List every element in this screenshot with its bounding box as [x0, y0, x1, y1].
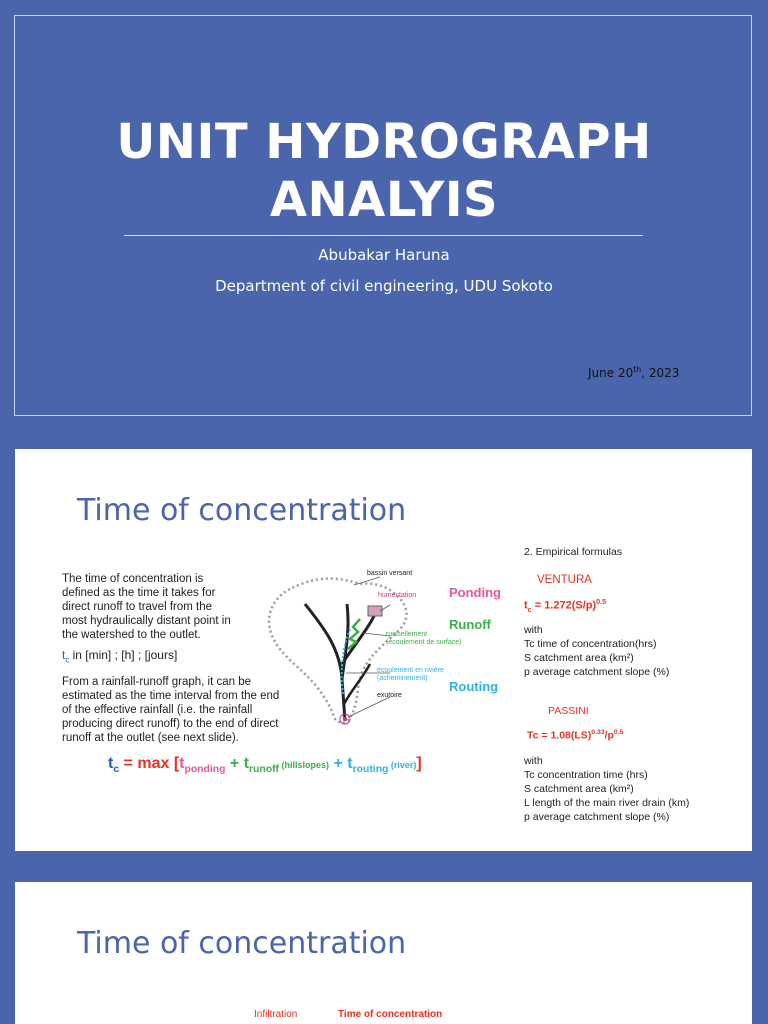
label-acheminement: (acheminement) [377, 675, 428, 682]
tc-units: $t_c$ in [min] ; [h] ; [jours] [62, 648, 178, 665]
slide-2-canvas: Time of concentration The time of concentration is defined as the time it takes for direct runoff to travel from the most hydraulically distant point in the watershed to the outlet. $t_c$ in [min] ; [h] ; [jours] From a rainfall-runoff graph, it can be estimated as the time interval from the end of the effective rainfall (i.e. the rainfall producing direct runoff) to the end of direct runoff at the outlet (see next slide). $t_c = \max [t_{ponding} + t_{runoff}$ (hillslopes) + $t_{routing}$ (river)] bassin versant humectation ruissellement (écoulement de surface) écoulement en rivière (acheminement) exutoire Ponding Runoff Routing 2. Empirical formulas VENTURA $t_c = 1.272(S/p)^{0.5}$ with Tc time of concentration(hrs) S catchment area (km²) p average catchment slope (%) PASSINI $Tc = 1.08(LS)^{0.33}/p^{0.5}$ with Tc concentration time (hrs) S catchment area (km²) L length of the main river drain (km) p average catchment slope (%) [15, 449, 752, 851]
slide-3-title: Time of concentration [77, 926, 407, 961]
passini-def-s: S catchment area (km²) [524, 783, 634, 795]
label-humectation: humectation [378, 592, 417, 599]
label-time-of-concentration: Time of concentration [338, 1009, 443, 1020]
with-label-1: with [524, 624, 543, 636]
presentation-date: June 20th, 2023 [588, 365, 680, 380]
slide-2-title: Time of concentration [77, 493, 407, 528]
passini-formula: $Tc = 1.08(LS)^{0.33}/p^{0.5}$ [527, 729, 624, 742]
slide-title [0, 113, 768, 229]
title-line-1: UNIT HYDROGRAPH [116, 114, 652, 170]
ventura-def-s: S catchment area (km²) [524, 652, 634, 664]
passini-def-l: L length of the main river drain (km) [524, 797, 690, 809]
passini-def-p: p average catchment slope (%) [524, 811, 670, 823]
passini-def-tc: Tc concentration time (hrs) [524, 769, 648, 781]
label-bassin: bassin versant [367, 570, 413, 577]
author-name: Abubakar Haruna [318, 246, 450, 264]
ventura-label: VENTURA [537, 574, 592, 586]
title-divider [124, 235, 643, 236]
label-runoff: Runoff [449, 617, 491, 632]
label-ecoulement-riviere: écoulement en rivière [377, 667, 444, 674]
with-label-2: with [524, 755, 543, 767]
label-ruissellement: ruissellement [386, 631, 428, 638]
slide-3-canvas [15, 882, 752, 1024]
passini-label: PASSINI [548, 705, 589, 717]
department-name: Department of civil engineering, UDU Sokoto [215, 277, 553, 295]
label-ponding: Ponding [449, 585, 501, 600]
label-routing: Routing [449, 679, 499, 694]
empirical-heading: 2. Empirical formulas [524, 546, 623, 558]
title-line-2: ANALYIS [269, 172, 499, 228]
ventura-formula: $t_c = 1.272(S/p)^{0.5}$ [524, 598, 607, 614]
tc-max-formula: $t_c = \max [t_{ponding} + t_{runoff}$ (hillslopes) + $t_{routing}$ (river)] [108, 755, 422, 776]
ventura-def-p: p average catchment slope (%) [524, 666, 670, 678]
label-infiltration: Infiltration [254, 1009, 298, 1020]
title-slide [0, 0, 768, 432]
label-ecoulement-surface: (écoulement de surface) [386, 639, 462, 646]
ventura-def-tc: Tc time of concentration(hrs) [524, 638, 657, 650]
label-exutoire: exutoire [377, 692, 402, 699]
